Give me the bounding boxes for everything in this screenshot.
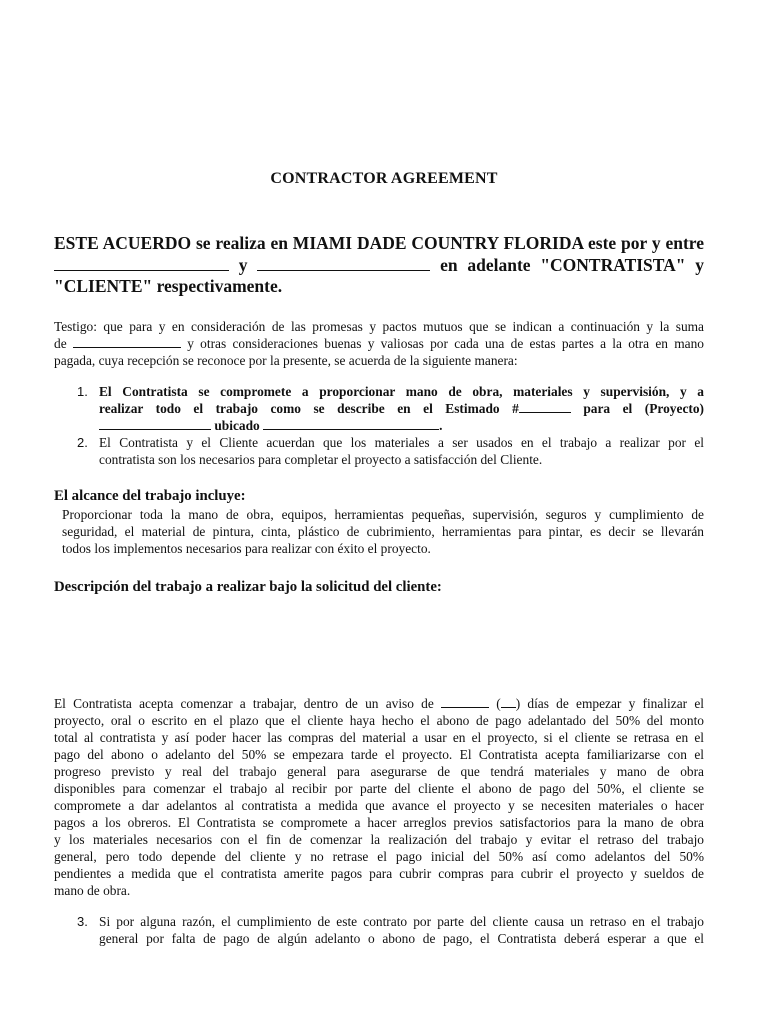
body-line-8: pagos a los obreros. El Contratista se compromete a hacer arreglos previos satisfactorios para la mano de obra bbox=[54, 815, 704, 830]
testigo-line-3: pagada, cuya recepción se reconoce por la presente, se acuerda de la siguiente manera: bbox=[54, 353, 518, 368]
notice-days-blank[interactable] bbox=[441, 696, 489, 708]
list-item-1-line-3 bbox=[99, 417, 704, 434]
list-item-1-line-2-tail: para el (Proyecto) bbox=[583, 401, 705, 416]
body-line-12: mano de obra. bbox=[54, 883, 131, 898]
body-line-11: pendientes a medida que el contratista amerite pagos para cubrir compras para cubrir el proyecto y sueldos de bbox=[54, 866, 704, 881]
intro-line-1: ESTE ACUERDO se realiza en MIAMI DADE COUNTRY FLORIDA este por y entre bbox=[54, 233, 704, 253]
list-item-2-line-2: contratista son los necesarios para completar el proyecto a satisfacción del Cliente. bbox=[99, 452, 543, 467]
party-2-blank[interactable] bbox=[257, 256, 430, 271]
project-blank[interactable] bbox=[99, 418, 211, 430]
list-item-3-line-2: general por falta de pago de algún adelanto o abono de pago, el Contratista deberá esperar a que el bbox=[99, 931, 704, 946]
body-line-10: general, pero todo depende del cliente y no retrase el pago inicial del 50% así como adelantos del 50% bbox=[54, 849, 704, 864]
list-item-3 bbox=[54, 913, 704, 947]
body-line-1-head: El Contratista acepta comenzar a trabajar, dentro de un aviso de bbox=[54, 696, 434, 711]
intro-line-3: "CLIENTE" respectivamente. bbox=[54, 276, 283, 296]
list-item-1-line-1: El Contratista se compromete a proporcionar mano de obra, materiales y supervisión, y a bbox=[99, 384, 704, 399]
body-paragraph bbox=[54, 695, 704, 899]
list-item-3-line-1: Si por alguna razón, el cumplimiento de este contrato por parte del cliente causa un retraso en el trabajo bbox=[99, 914, 704, 929]
intro-line-2-tail: en adelante "CONTRATISTA" y bbox=[440, 254, 705, 275]
list-item-3-number: 3. bbox=[77, 914, 88, 929]
list-item-1-period: . bbox=[439, 418, 443, 433]
list-item-1-line-2 bbox=[99, 400, 704, 417]
body-line-5: progreso previsto y real del trabajo general para asegurarse de que tendrá materiales y mano de obra bbox=[54, 764, 704, 779]
testigo-line-1: Testigo: que para y en consideración de las promesas y pactos mutuos que se indican a continuación y la suma bbox=[54, 319, 704, 334]
numbered-list-1 bbox=[54, 383, 704, 468]
scope-line-2: seguridad, el material de pintura, cinta, plástico de cubrimiento, herramientas para pintar, es decir se llevarán bbox=[62, 524, 704, 539]
list-item-1-line-2-head: realizar todo el trabajo como se describe en el Estimado # bbox=[99, 401, 519, 416]
body-line-1-tail: ) días de empezar y finalizar el bbox=[515, 696, 704, 711]
scope-paragraph bbox=[62, 506, 704, 557]
list-item-2-line-1: El Contratista y el Cliente acuerdan que los materiales a ser usados en el trabajo a realizar por el bbox=[99, 435, 704, 450]
testigo-line-2 bbox=[54, 335, 704, 352]
description-heading: Descripción del trabajo a realizar bajo la solicitud del cliente: bbox=[54, 579, 442, 595]
body-line-2: proyecto, oral o escrito en el plazo que el cliente haya hecho el abono de pago adelantado del 50% del monto bbox=[54, 713, 704, 728]
body-line-7: compromete a dar adelantos al contratista a medida que avance el proyecto y se necesiten materiales o hacer bbox=[54, 798, 704, 813]
sum-blank[interactable] bbox=[73, 336, 181, 348]
intro-y-word: y bbox=[238, 254, 248, 275]
list-item-1 bbox=[54, 383, 704, 434]
body-line-1-paren: ( bbox=[496, 696, 501, 711]
party-1-blank[interactable] bbox=[54, 256, 229, 271]
testigo-line-2-head: de bbox=[54, 336, 67, 351]
body-line-4: pago del abono o adelanto del 50% se empezara tarde el proyecto. El Contratista acepta familiarizarse con el bbox=[54, 747, 704, 762]
body-line-9: y los materiales necesarios con el fin de comenzar la realización del trabajo y evitar el retraso del trabajo bbox=[54, 832, 704, 847]
location-blank[interactable] bbox=[263, 418, 439, 430]
intro-paragraph bbox=[54, 233, 704, 298]
list-item-1-ubicado: ubicado bbox=[214, 418, 260, 433]
notice-days-number-blank[interactable] bbox=[501, 696, 516, 708]
scope-line-1: Proporcionar toda la mano de obra, equipos, herramientas pequeñas, supervisión, seguros y cumplimiento de bbox=[62, 507, 704, 522]
list-item-2 bbox=[54, 434, 704, 468]
list-item-2-number: 2. bbox=[77, 435, 88, 450]
scope-line-3: todos los implementos necesarios para realizar con éxito el proyecto. bbox=[62, 541, 431, 556]
intro-line-2 bbox=[54, 255, 704, 277]
list-item-1-number: 1. bbox=[77, 384, 88, 399]
body-line-1 bbox=[54, 695, 704, 712]
scope-heading: El alcance del trabajo incluye: bbox=[54, 488, 246, 504]
document-title: CONTRACTOR AGREEMENT bbox=[270, 170, 498, 187]
body-line-3: total al contratista y así poder hacer las compras del material a usar en el proyecto, si el cliente se retrasa en el bbox=[54, 730, 704, 745]
estimate-number-blank[interactable] bbox=[519, 401, 571, 413]
testigo-paragraph bbox=[54, 318, 704, 369]
body-line-6: disponibles para comenzar el trabajo al recibir por parte del cliente el abono de pago del 50%, el cliente se bbox=[54, 781, 704, 796]
testigo-line-2-tail: y otras consideraciones buenas y valiosas por cada una de estas partes a la otra en mano bbox=[187, 336, 704, 351]
numbered-list-2 bbox=[54, 913, 704, 947]
